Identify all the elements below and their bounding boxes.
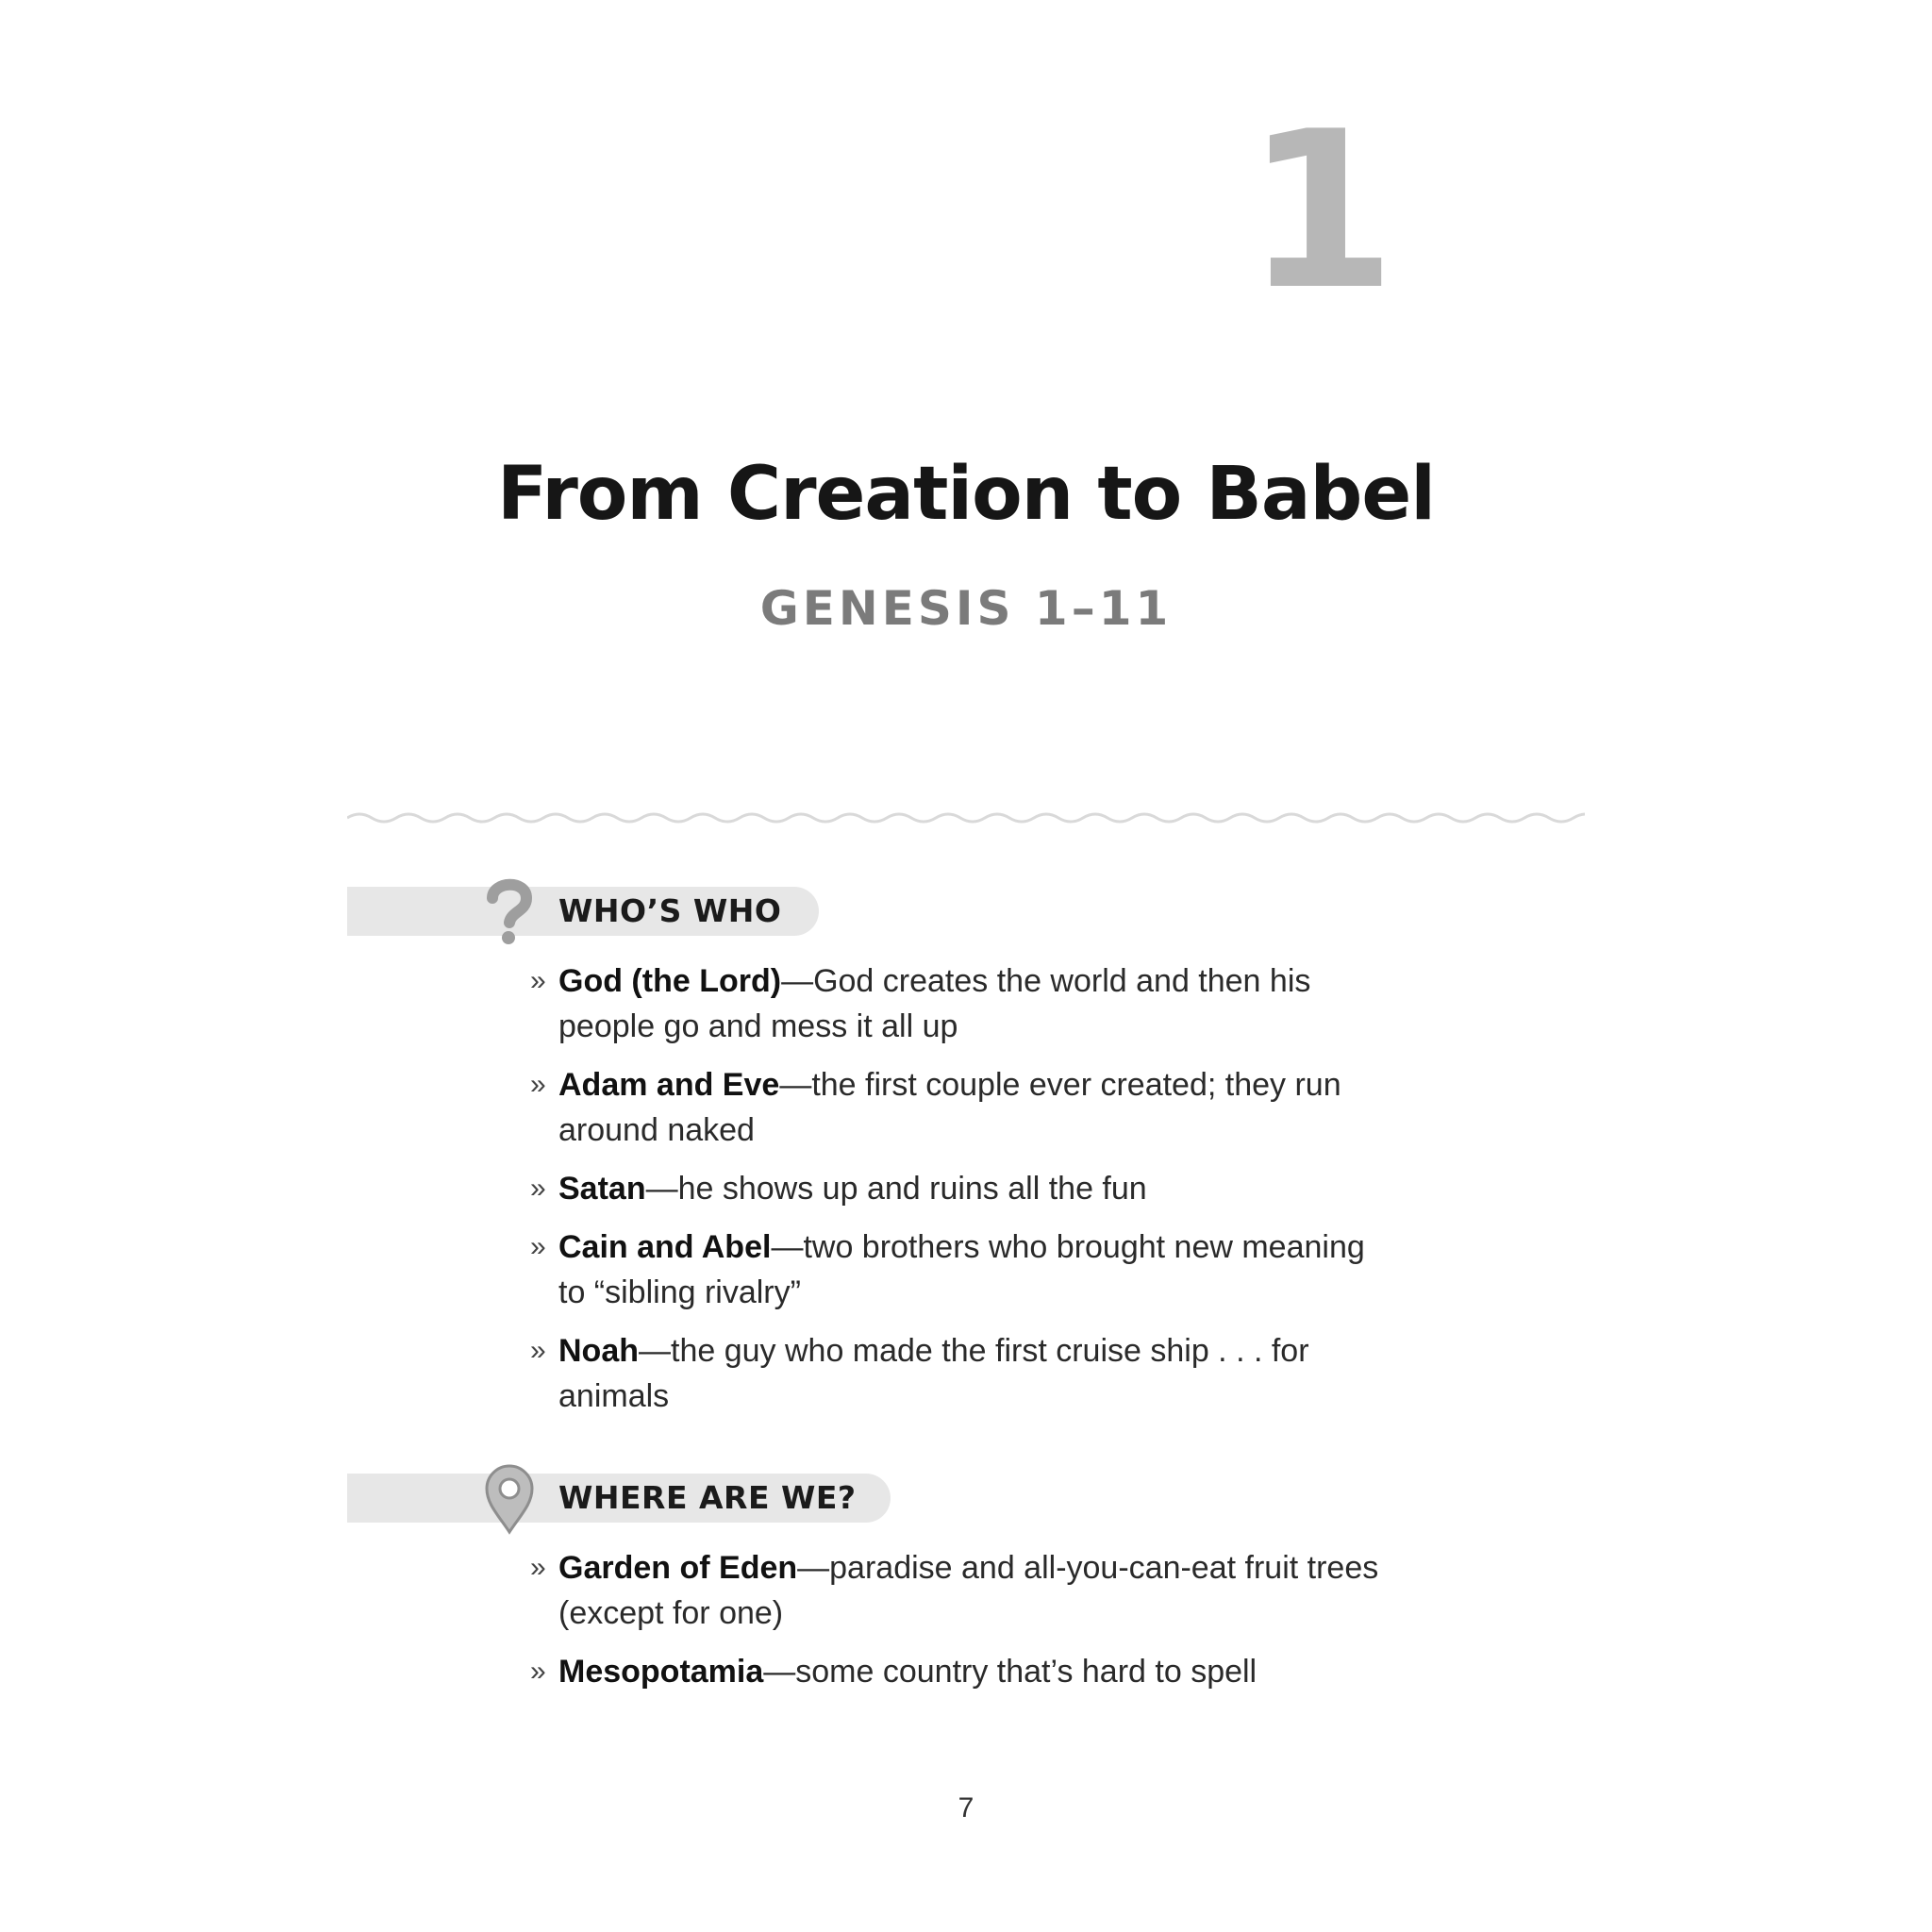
entry-term: Satan <box>558 1171 646 1207</box>
bullet: » <box>530 965 546 996</box>
list-item <box>530 1224 1379 1315</box>
bullet: » <box>530 1069 546 1100</box>
entry-term: Cain and Abel <box>558 1229 772 1265</box>
page-number: 7 <box>958 1792 974 1824</box>
chapter-subtitle: GENESIS 1–11 <box>759 581 1173 636</box>
list-item <box>530 1328 1379 1419</box>
whos-who-header <box>347 887 819 936</box>
section-title: WHERE ARE WE? <box>558 1479 857 1516</box>
entry-text: —paradise and all-you-can-eat fruit trees (except for one) <box>558 1550 1379 1631</box>
list-item <box>530 1649 1379 1694</box>
entry-text: —God creates the world and then his people go and mess it all up <box>558 963 1311 1044</box>
chapter-title: From Creation to Babel <box>497 452 1435 537</box>
whos-who-list <box>530 958 1379 1432</box>
where-are-we-list <box>530 1545 1379 1707</box>
bullet: » <box>530 1231 546 1262</box>
entry-text: —he shows up and ruins all the fun <box>645 1171 1147 1207</box>
list-item <box>530 1545 1379 1636</box>
list-item <box>530 1166 1379 1211</box>
list-item <box>530 958 1379 1049</box>
entry-term: Adam and Eve <box>558 1067 780 1103</box>
section-title: WHO’S WHO <box>558 892 782 929</box>
where-are-we-header <box>347 1474 891 1523</box>
map-pin-icon <box>479 1460 540 1536</box>
list-item <box>530 1062 1379 1153</box>
entry-term: Mesopotamia <box>558 1654 764 1690</box>
question-mark-icon <box>479 874 540 949</box>
chapter-number: 1 <box>1244 86 1397 338</box>
entry-text: —two brothers who brought new meaning to “sibling rivalry” <box>558 1229 1365 1310</box>
entry-term: God (the Lord) <box>558 963 782 999</box>
bullet: » <box>530 1656 546 1687</box>
wave-divider <box>347 807 1585 829</box>
entry-text: —some country that’s hard to spell <box>763 1654 1257 1690</box>
bullet: » <box>530 1173 546 1204</box>
bullet: » <box>530 1335 546 1366</box>
entry-term: Garden of Eden <box>558 1550 798 1586</box>
entry-text: —the guy who made the first cruise ship . . . for animals <box>558 1333 1309 1414</box>
entry-term: Noah <box>558 1333 639 1369</box>
bullet: » <box>530 1552 546 1583</box>
entry-text: —the first couple ever created; they run around naked <box>558 1067 1341 1148</box>
